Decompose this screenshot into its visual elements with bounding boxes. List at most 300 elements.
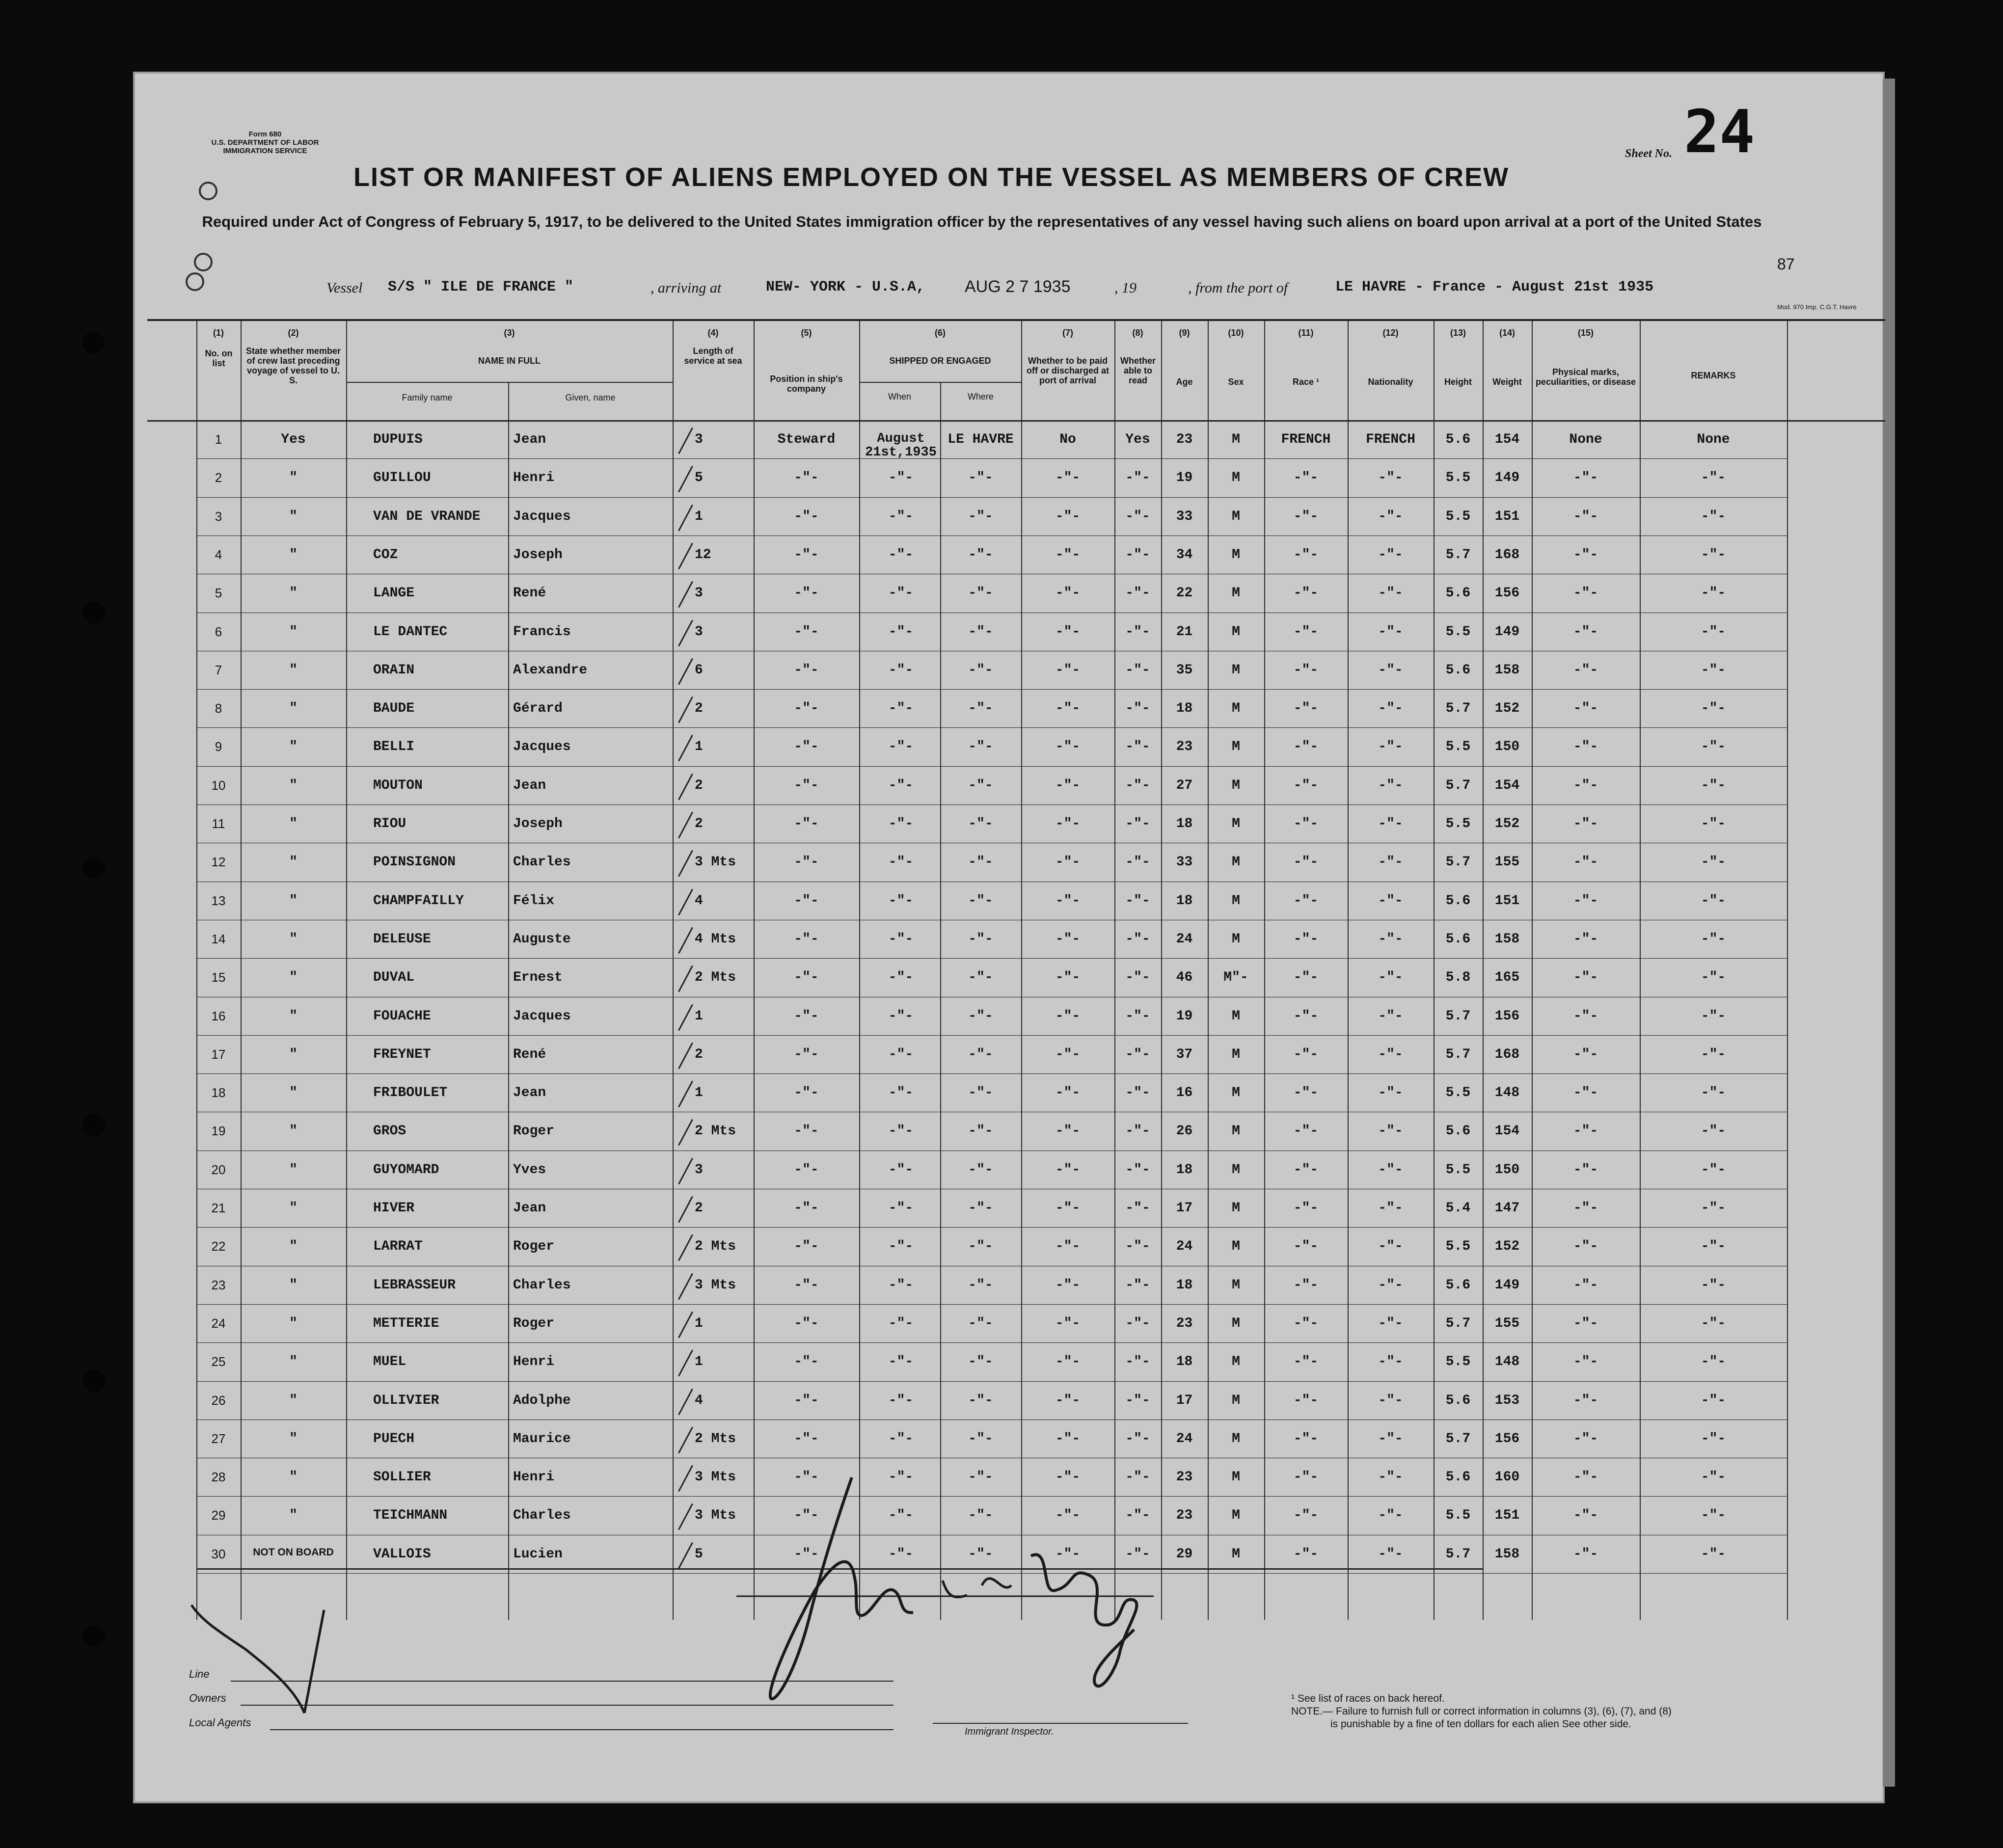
cell-age: 23	[1176, 739, 1193, 755]
cell-no: 3	[215, 509, 222, 524]
cell-family: GUILLOU	[373, 470, 431, 486]
cell-family: MUEL	[373, 1354, 406, 1370]
cell-paid: -"-	[1055, 1508, 1081, 1524]
row-rule	[196, 1227, 1787, 1228]
page-subtitle: Required under Act of Congress of February 5, 1917, to be delivered to the United States immigration officer by the representatives of any vessel having such aliens on board upon arrival at a port of the United States	[202, 213, 1762, 230]
cell-no: 16	[211, 1008, 226, 1023]
cell-when: -"-	[888, 893, 914, 909]
cell-nat: -"-	[1378, 1277, 1403, 1293]
cell-where: -"-	[968, 893, 993, 909]
cell-height: 5.5	[1445, 1085, 1471, 1101]
cell-race: -"-	[1293, 1277, 1319, 1293]
arriving-label: , arriving at	[650, 280, 722, 296]
cell-sex: M	[1232, 509, 1240, 524]
cell-remarks: -"-	[1701, 1354, 1726, 1370]
cell-nat: -"-	[1378, 970, 1403, 986]
cell-when: -"-	[888, 1162, 914, 1178]
hdr-family-name: Family name	[402, 393, 453, 402]
cell-sex: M	[1232, 701, 1240, 717]
cell-remarks: -"-	[1701, 777, 1726, 793]
cell-where: -"-	[968, 1546, 993, 1562]
binder-hole	[82, 1114, 105, 1137]
cell-paid: -"-	[1055, 1008, 1081, 1024]
cell-marks: -"-	[1573, 1162, 1598, 1178]
cell-marks: -"-	[1573, 1201, 1598, 1216]
column-rule	[196, 319, 197, 1620]
cell-family: SOLLIER	[373, 1470, 431, 1485]
agents-field	[270, 1729, 893, 1730]
column-rule	[673, 319, 674, 1620]
cell-no: 11	[212, 816, 225, 831]
cell-marks: -"-	[1573, 1354, 1598, 1370]
cell-sex: M	[1232, 1431, 1240, 1446]
cell-remarks: -"-	[1701, 509, 1726, 524]
cell-race: -"-	[1293, 1546, 1319, 1562]
cell-height: 5.7	[1445, 777, 1471, 793]
cell-when: -"-	[888, 1124, 914, 1139]
cell-where: -"-	[968, 855, 993, 870]
cell-age: 24	[1176, 1239, 1193, 1255]
cell-weight: 153	[1494, 1393, 1520, 1408]
cell-sex: M	[1232, 1008, 1240, 1024]
cell-service: 2	[695, 1046, 703, 1062]
cell-weight: 151	[1494, 893, 1520, 909]
cell-prev: "	[289, 547, 298, 562]
row-rule	[196, 1381, 1787, 1382]
arriving-port: NEW- YORK - U.S.A,	[766, 279, 925, 295]
cell-prev: "	[289, 1046, 298, 1062]
cell-paid: -"-	[1055, 893, 1081, 909]
cell-when: -"-	[888, 1046, 914, 1062]
cell-nat: -"-	[1378, 624, 1403, 640]
cell-given: René	[513, 586, 546, 601]
form-department: U.S. DEPARTMENT OF LABOR	[211, 138, 319, 147]
cell-where: -"-	[968, 1315, 993, 1331]
cell-paid: -"-	[1055, 739, 1081, 755]
hdr-length-service: Length of service at sea	[684, 346, 742, 366]
cell-family: VALLOIS	[373, 1546, 431, 1562]
cell-weight: 148	[1494, 1354, 1520, 1370]
cell-sex: M	[1232, 893, 1240, 909]
cell-read: -"-	[1125, 662, 1150, 678]
cell-age: 29	[1176, 1546, 1193, 1562]
cell-paid: -"-	[1055, 1470, 1081, 1485]
cell-weight: 152	[1494, 701, 1520, 717]
binder-hole	[82, 601, 105, 624]
cell-age: 26	[1176, 1124, 1193, 1139]
cell-service: 2 Mts	[695, 1239, 736, 1255]
cell-when: -"-	[888, 1277, 914, 1293]
cell-nat: -"-	[1378, 1239, 1403, 1255]
row-rule	[196, 1035, 1787, 1036]
cell-weight: 168	[1494, 1046, 1520, 1062]
cell-nat: -"-	[1378, 701, 1403, 717]
cell-paid: -"-	[1055, 777, 1081, 793]
cell-nat: -"-	[1378, 662, 1403, 678]
column-rule	[1787, 319, 1788, 1620]
cell-race: -"-	[1293, 586, 1319, 601]
cell-nat: FRENCH	[1366, 432, 1415, 447]
binder-hole	[82, 1625, 105, 1647]
cell-when: -"-	[888, 701, 914, 717]
cell-family: OLLIVIER	[373, 1393, 439, 1408]
cell-age: 19	[1176, 1008, 1193, 1024]
cell-given: Joseph	[513, 547, 563, 562]
cell-marks: -"-	[1573, 1315, 1598, 1331]
cell-position: -"-	[794, 547, 819, 562]
cell-prev: "	[289, 586, 298, 601]
cell-height: 5.5	[1445, 1239, 1471, 1255]
cell-position: -"-	[794, 1201, 819, 1216]
cell-read: -"-	[1125, 470, 1150, 486]
cell-weight: 158	[1494, 1546, 1520, 1562]
cell-when: August 21st,1935	[865, 431, 937, 460]
cell-given: Jean	[513, 1085, 546, 1101]
cell-age: 23	[1176, 432, 1193, 447]
cell-read: -"-	[1125, 970, 1150, 986]
cell-height: 5.7	[1445, 1431, 1471, 1446]
cell-age: 16	[1176, 1085, 1193, 1101]
arrival-date-stamp: AUG 2 7 1935	[965, 277, 1071, 296]
cell-weight: 154	[1494, 1124, 1520, 1139]
cell-given: Joseph	[513, 816, 563, 831]
cell-given: Jacques	[513, 739, 571, 755]
stacked-sheet-edge	[1883, 79, 1895, 1787]
col-num-1: (1)	[213, 328, 224, 338]
row-rule	[196, 1073, 1787, 1074]
row-rule	[196, 766, 1787, 767]
cell-prev: "	[289, 1431, 298, 1446]
cell-where: -"-	[968, 1008, 993, 1024]
cell-nat: -"-	[1378, 1315, 1403, 1331]
cell-given: Henri	[513, 1354, 555, 1370]
cell-sex: M	[1232, 547, 1240, 562]
cell-family: FREYNET	[373, 1046, 431, 1062]
owners-field	[241, 1705, 893, 1706]
cell-marks: -"-	[1573, 816, 1598, 831]
cell-weight: 165	[1494, 970, 1520, 986]
cell-when: -"-	[888, 855, 914, 870]
cell-race: -"-	[1293, 509, 1319, 524]
cell-marks: -"-	[1573, 855, 1598, 870]
cell-read: Yes	[1125, 432, 1150, 447]
cell-service: 3 Mts	[695, 1470, 736, 1485]
cell-when: -"-	[888, 1431, 914, 1446]
cell-nat: -"-	[1378, 1162, 1403, 1178]
cell-prev: "	[289, 1315, 298, 1331]
cell-height: 5.5	[1445, 509, 1471, 524]
row-rule	[196, 958, 1787, 959]
cell-read: -"-	[1125, 1315, 1150, 1331]
hdr-name-in-full: NAME IN FULL	[478, 356, 541, 366]
cell-service: 3 Mts	[695, 855, 736, 870]
cell-sex: M	[1232, 1239, 1240, 1255]
inspector-signature	[736, 1468, 1154, 1742]
cell-remarks: -"-	[1701, 855, 1726, 870]
cell-remarks: None	[1697, 432, 1730, 447]
cell-read: -"-	[1125, 777, 1150, 793]
cell-marks: None	[1569, 432, 1602, 447]
cell-age: 18	[1176, 893, 1193, 909]
cell-height: 5.7	[1445, 855, 1471, 870]
cell-service: 1	[695, 509, 703, 524]
cell-family: DUPUIS	[373, 432, 423, 447]
cell-height: 5.6	[1445, 586, 1471, 601]
cell-read: -"-	[1125, 1239, 1150, 1255]
cell-paid: -"-	[1055, 816, 1081, 831]
sheet-number: 24	[1684, 98, 1755, 166]
cell-given: Jean	[513, 1201, 546, 1216]
cell-position: -"-	[794, 1277, 819, 1293]
cell-family: BELLI	[373, 739, 415, 755]
cell-age: 35	[1176, 662, 1193, 678]
cell-paid: -"-	[1055, 1431, 1081, 1446]
cell-remarks: -"-	[1701, 739, 1726, 755]
cell-remarks: -"-	[1701, 931, 1726, 947]
cell-where: -"-	[968, 931, 993, 947]
cell-when: -"-	[888, 739, 914, 755]
cell-weight: 149	[1494, 624, 1520, 640]
cell-position: -"-	[794, 1008, 819, 1024]
cell-race: -"-	[1293, 1393, 1319, 1408]
row-rule	[196, 1419, 1787, 1420]
cell-no: 9	[215, 739, 222, 754]
cell-height: 5.5	[1445, 624, 1471, 640]
cell-race: -"-	[1293, 1008, 1319, 1024]
cell-no: 4	[215, 547, 222, 562]
cell-position: -"-	[794, 855, 819, 870]
cell-paid: -"-	[1055, 547, 1081, 562]
cell-nat: -"-	[1378, 1085, 1403, 1101]
cell-prev: "	[289, 1277, 298, 1293]
cell-height: 5.5	[1445, 816, 1471, 831]
printer-mark: Mod. 970 Imp. C.G.T. Havre	[1777, 303, 1857, 311]
cell-family: MOUTON	[373, 777, 423, 793]
punch-ring	[186, 272, 204, 291]
cell-nat: -"-	[1378, 1201, 1403, 1216]
cell-prev: "	[289, 470, 298, 486]
cell-remarks: -"-	[1701, 1046, 1726, 1062]
cell-sex: M	[1232, 1277, 1240, 1293]
cell-no: 8	[215, 701, 222, 716]
cell-read: -"-	[1125, 855, 1150, 870]
cell-when: -"-	[888, 1546, 914, 1562]
cell-sex: M	[1232, 662, 1240, 678]
cell-when: -"-	[888, 662, 914, 678]
cell-remarks: -"-	[1701, 1201, 1726, 1216]
cell-given: Ernest	[513, 970, 563, 986]
cell-given: Jean	[513, 777, 546, 793]
cell-when: -"-	[888, 970, 914, 986]
cell-sex: M	[1232, 1508, 1240, 1524]
cell-weight: 150	[1494, 739, 1520, 755]
cell-service: 2	[695, 777, 703, 793]
cell-marks: -"-	[1573, 1008, 1598, 1024]
cell-marks: -"-	[1573, 662, 1598, 678]
cell-position: -"-	[794, 1546, 819, 1562]
cell-nat: -"-	[1378, 1508, 1403, 1524]
cell-weight: 168	[1494, 547, 1520, 562]
cell-when: -"-	[888, 1239, 914, 1255]
cell-marks: -"-	[1573, 1239, 1598, 1255]
cell-race: -"-	[1293, 1239, 1319, 1255]
cell-marks: -"-	[1573, 1470, 1598, 1485]
cell-height: 5.7	[1445, 1315, 1471, 1331]
cell-sex: M	[1232, 931, 1240, 947]
stamp-number: 87	[1777, 255, 1795, 273]
col-num-7: (7)	[1062, 328, 1073, 338]
cell-age: 17	[1176, 1393, 1193, 1408]
cell-service: 2 Mts	[695, 970, 736, 986]
cell-given: Roger	[513, 1239, 555, 1255]
cell-given: Roger	[513, 1315, 555, 1331]
cell-service: 5	[695, 1546, 703, 1562]
cell-weight: 155	[1494, 855, 1520, 870]
footer-slash-mark	[187, 1600, 344, 1728]
cell-race: -"-	[1293, 931, 1319, 947]
cell-remarks: -"-	[1701, 970, 1726, 986]
cell-when: -"-	[888, 777, 914, 793]
column-rule	[754, 319, 755, 1620]
cell-where: LE HAVRE	[947, 432, 1014, 447]
col-num-11: (11)	[1298, 328, 1314, 338]
cell-given: Jacques	[513, 509, 571, 524]
cell-sex: M	[1232, 1201, 1240, 1216]
cell-weight: 154	[1494, 777, 1520, 793]
cell-sex: M	[1232, 1354, 1240, 1370]
column-rule	[346, 319, 347, 1620]
cell-where: -"-	[968, 586, 993, 601]
cell-remarks: -"-	[1701, 816, 1726, 831]
cell-prev: "	[289, 1124, 298, 1139]
cell-paid: -"-	[1055, 470, 1081, 486]
cell-where: -"-	[968, 1508, 993, 1524]
cell-height: 5.6	[1445, 893, 1471, 909]
cell-remarks: -"-	[1701, 701, 1726, 717]
cell-read: -"-	[1125, 624, 1150, 640]
from-port-label: , from the port of	[1188, 280, 1288, 296]
cell-when: -"-	[888, 1354, 914, 1370]
cell-marks: -"-	[1573, 1085, 1598, 1101]
cell-read: -"-	[1125, 893, 1150, 909]
cell-prev: "	[289, 739, 298, 755]
cell-service: 1	[695, 1354, 703, 1370]
cell-weight: 156	[1494, 1008, 1520, 1024]
cell-prev: "	[289, 1393, 298, 1408]
cell-remarks: -"-	[1701, 1470, 1726, 1485]
row-rule	[196, 727, 1787, 728]
col-num-14: (14)	[1499, 328, 1515, 338]
cell-family: LARRAT	[373, 1239, 423, 1255]
cell-nat: -"-	[1378, 586, 1403, 601]
cell-nat: -"-	[1378, 470, 1403, 486]
cell-prev: NOT ON BOARD	[253, 1546, 334, 1558]
cell-family: RIOU	[373, 816, 406, 831]
cell-given: Charles	[513, 1277, 571, 1293]
table-top-rule	[147, 319, 1885, 321]
cell-marks: -"-	[1573, 470, 1598, 486]
col-num-4: (4)	[707, 328, 719, 338]
row-rule	[196, 458, 1787, 459]
cell-nat: -"-	[1378, 1431, 1403, 1446]
cell-where: -"-	[968, 1201, 993, 1216]
cell-age: 23	[1176, 1508, 1193, 1524]
cell-remarks: -"-	[1701, 1393, 1726, 1408]
cell-service: 1	[695, 1008, 703, 1024]
cell-height: 5.6	[1445, 662, 1471, 678]
row-rule	[196, 804, 1787, 805]
cell-marks: -"-	[1573, 1046, 1598, 1062]
cell-where: -"-	[968, 739, 993, 755]
cell-service: 2 Mts	[695, 1431, 736, 1446]
cell-paid: -"-	[1055, 1277, 1081, 1293]
form-service: IMMIGRATION SERVICE	[223, 147, 307, 155]
cell-no: 7	[215, 662, 222, 677]
cell-marks: -"-	[1573, 970, 1598, 986]
cell-when: -"-	[888, 1008, 914, 1024]
cell-service: 4	[695, 893, 703, 909]
cell-no: 6	[215, 624, 222, 639]
cell-age: 22	[1176, 586, 1193, 601]
cell-service: 1	[695, 1315, 703, 1331]
cell-height: 5.6	[1445, 1124, 1471, 1139]
cell-height: 5.6	[1445, 1277, 1471, 1293]
cell-no: 17	[211, 1046, 226, 1062]
cell-no: 19	[211, 1124, 226, 1139]
cell-position: -"-	[794, 1124, 819, 1139]
cell-position: Steward	[777, 432, 836, 447]
cell-service: 2	[695, 816, 703, 831]
cell-marks: -"-	[1573, 509, 1598, 524]
cell-where: -"-	[968, 547, 993, 562]
cell-weight: 158	[1494, 931, 1520, 947]
cell-age: 23	[1176, 1315, 1193, 1331]
cell-no: 2	[215, 470, 222, 485]
cell-nat: -"-	[1378, 1470, 1403, 1485]
cell-paid: -"-	[1055, 1354, 1081, 1370]
cell-read: -"-	[1125, 1431, 1150, 1446]
cell-when: -"-	[888, 586, 914, 601]
cell-given: Félix	[513, 893, 555, 909]
cell-given: Charles	[513, 1508, 571, 1524]
cell-where: -"-	[968, 701, 993, 717]
cell-nat: -"-	[1378, 1008, 1403, 1024]
cell-where: -"-	[968, 509, 993, 524]
col-num-9: (9)	[1179, 328, 1190, 338]
cell-weight: 154	[1494, 432, 1520, 447]
cell-nat: -"-	[1378, 1046, 1403, 1062]
cell-prev: "	[289, 931, 298, 947]
cell-weight: 149	[1494, 470, 1520, 486]
cell-prev: "	[289, 1008, 298, 1024]
cell-weight: 151	[1494, 1508, 1520, 1524]
cell-prev: "	[289, 624, 298, 640]
cell-service: 5	[695, 470, 703, 486]
form-info	[182, 130, 349, 155]
departure-port: LE HAVRE - France - August 21st 1935	[1335, 279, 1654, 295]
cell-family: COZ	[373, 547, 398, 562]
cell-nat: -"-	[1378, 739, 1403, 755]
col-num-15: (15)	[1577, 328, 1594, 338]
cell-sex: M	[1232, 1470, 1240, 1485]
cell-remarks: -"-	[1701, 547, 1726, 562]
cell-remarks: -"-	[1701, 1239, 1726, 1255]
cell-where: -"-	[968, 1046, 993, 1062]
cell-race: -"-	[1293, 1046, 1319, 1062]
cell-when: -"-	[888, 547, 914, 562]
cell-sex: M	[1232, 624, 1240, 640]
col-num-3: (3)	[504, 328, 515, 338]
